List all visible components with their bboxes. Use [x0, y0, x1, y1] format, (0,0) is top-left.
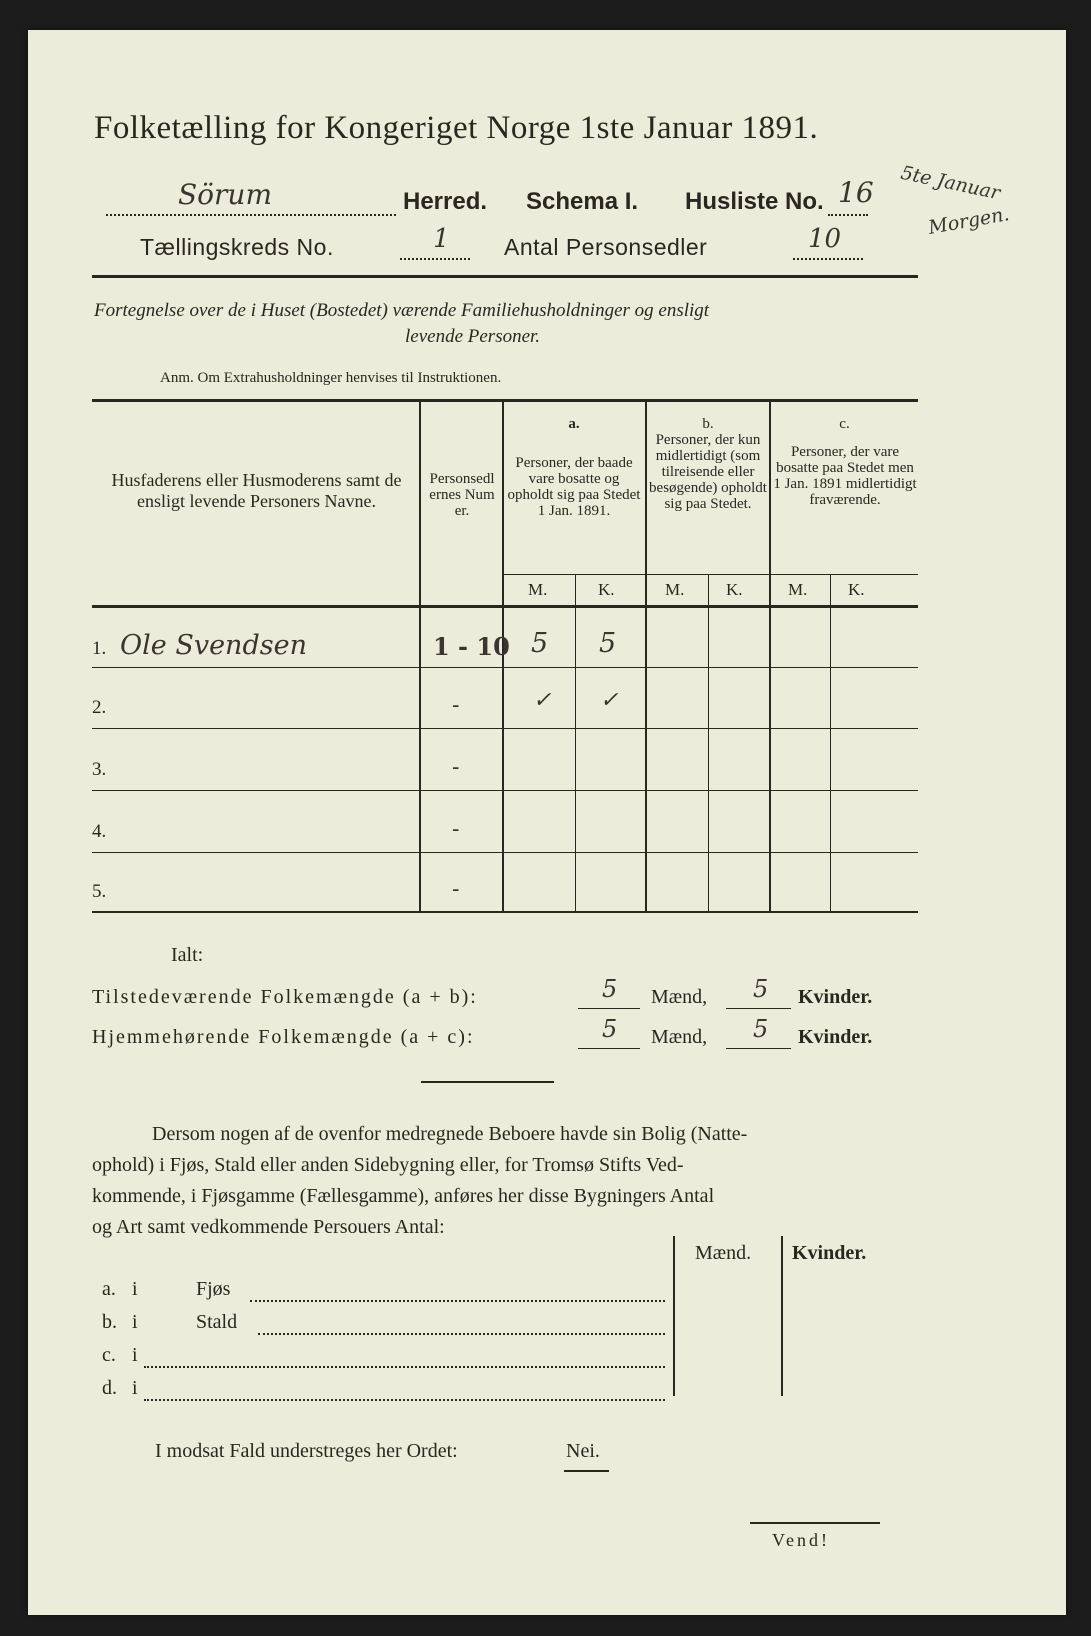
tilstede-kvinder-value: 5	[753, 975, 769, 1003]
b-k-label: K.	[726, 580, 743, 599]
building-label: Fjøs	[196, 1278, 231, 1300]
b-m-label: M.	[665, 580, 685, 599]
buildings-col-maend: Mænd.	[695, 1242, 752, 1264]
intro-line-2: levende Personer.	[405, 326, 541, 347]
col-header-b: Personer, der kun midlertidigt (som tilreisende eller besøgende) opholdt sig paa Stedet.	[649, 432, 767, 512]
a-k-label: K.	[598, 580, 615, 599]
tilstede-label: Tilstedeværende Folkemængde (a + b):	[92, 986, 478, 1008]
husliste-label: Husliste No.	[685, 188, 824, 215]
buildings-para-3: kommende, i Fjøsgamme (Fællesgamme), anføres her disse Bygningers Antal	[92, 1185, 715, 1207]
c-m-label: M.	[788, 580, 808, 599]
ialt-label: Ialt:	[171, 944, 204, 966]
building-letter: b.	[102, 1311, 117, 1333]
row-numer: -	[452, 817, 460, 842]
margin-note-date: 5te Januar	[898, 161, 1003, 205]
hjemme-kvinder-value: 5	[753, 1015, 769, 1043]
buildings-para-4: og Art samt vedkommende Persouers Antal:	[92, 1216, 445, 1238]
hjemme-maend-value: 5	[602, 1015, 618, 1043]
row-a-m: ✓	[533, 688, 552, 713]
row-number: 1.	[92, 638, 107, 659]
building-i: i	[132, 1377, 138, 1399]
antal-label: Antal Personsedler	[504, 234, 708, 260]
antal-number: 10	[808, 224, 842, 254]
building-i: i	[132, 1311, 138, 1333]
buildings-para-1: Dersom nogen af de ovenfor medregnede Beboere havde sin Bolig (Natte-	[152, 1123, 748, 1145]
modsat-text: I modsat Fald understreges her Ordet:	[155, 1440, 458, 1462]
tilstede-maend-label: Mænd,	[651, 986, 708, 1008]
col-header-a-letter: a.	[568, 416, 580, 432]
row-name: Ole Svendsen	[120, 630, 307, 661]
hjemme-label: Hjemmehørende Folkemængde (a + c):	[92, 1026, 475, 1048]
hjemme-maend-label: Mænd,	[651, 1026, 708, 1048]
municipality-name: Sörum	[178, 178, 273, 211]
herred-label: Herred.	[403, 188, 488, 215]
col-header-a: Personer, der baade vare bosatte og opholdt sig paa Stedet 1 Jan. 1891.	[507, 455, 641, 519]
intro-line-1: Fortegnelse over de i Huset (Bostedet) værende Familiehusholdninger og ensligt	[94, 300, 710, 321]
row-number: 2.	[92, 697, 107, 718]
row-number: 4.	[92, 821, 107, 842]
row-numer: -	[452, 693, 460, 718]
row-number: 3.	[92, 759, 107, 780]
tilstede-maend-value: 5	[602, 975, 618, 1003]
row-numer: 1 - 10	[433, 632, 510, 661]
row-a-k: ✓	[600, 688, 619, 713]
building-label: Stald	[196, 1311, 238, 1333]
row-numer: -	[452, 755, 460, 780]
building-i: i	[132, 1278, 138, 1300]
row-number: 5.	[92, 881, 107, 902]
row-a-k: 5	[599, 628, 617, 659]
col-header-c: Personer, der vare bosatte paa Stedet men 1 Jan. 1891 midlertidigt fraværende.	[773, 444, 917, 508]
census-form-page	[28, 30, 1066, 1615]
kreds-number: 1	[433, 224, 450, 254]
section-divider	[421, 1081, 554, 1083]
form-title: Folketælling for Kongeriget Norge 1ste Januar 1891.	[94, 110, 819, 146]
building-letter: d.	[102, 1377, 117, 1399]
vend-label: Vend!	[772, 1530, 830, 1550]
a-m-label: M.	[528, 580, 548, 599]
buildings-col-kvinder: Kvinder.	[792, 1242, 867, 1264]
anm-note: Anm. Om Extrahusholdninger henvises til Instruktionen.	[160, 370, 502, 386]
row-numer: -	[452, 877, 460, 902]
building-letter: a.	[102, 1278, 116, 1300]
col-header-b-letter: b.	[702, 416, 714, 432]
kreds-label: Tællingskreds No.	[140, 234, 334, 260]
col-header-name: Husfaderens eller Husmoderens samt de ensligt levende Personers Navne.	[111, 470, 402, 511]
husliste-number: 16	[838, 176, 874, 209]
col-header-numer: Personsedlernes Numer.	[429, 471, 495, 519]
c-k-label: K.	[848, 580, 865, 599]
schema-label: Schema I.	[526, 188, 639, 215]
hjemme-kvinder-label: Kvinder.	[798, 1026, 873, 1048]
building-letter: c.	[102, 1344, 116, 1366]
tilstede-kvinder-label: Kvinder.	[798, 986, 873, 1008]
nei-word: Nei.	[566, 1440, 600, 1462]
building-i: i	[132, 1344, 138, 1366]
col-header-c-letter: c.	[839, 416, 850, 432]
buildings-para-2: ophold) i Fjøs, Stald eller anden Sidebygning eller, for Tromsø Stifts Ved-	[92, 1154, 684, 1176]
margin-note-time: Morgen.	[926, 203, 1011, 239]
row-a-m: 5	[531, 628, 549, 659]
